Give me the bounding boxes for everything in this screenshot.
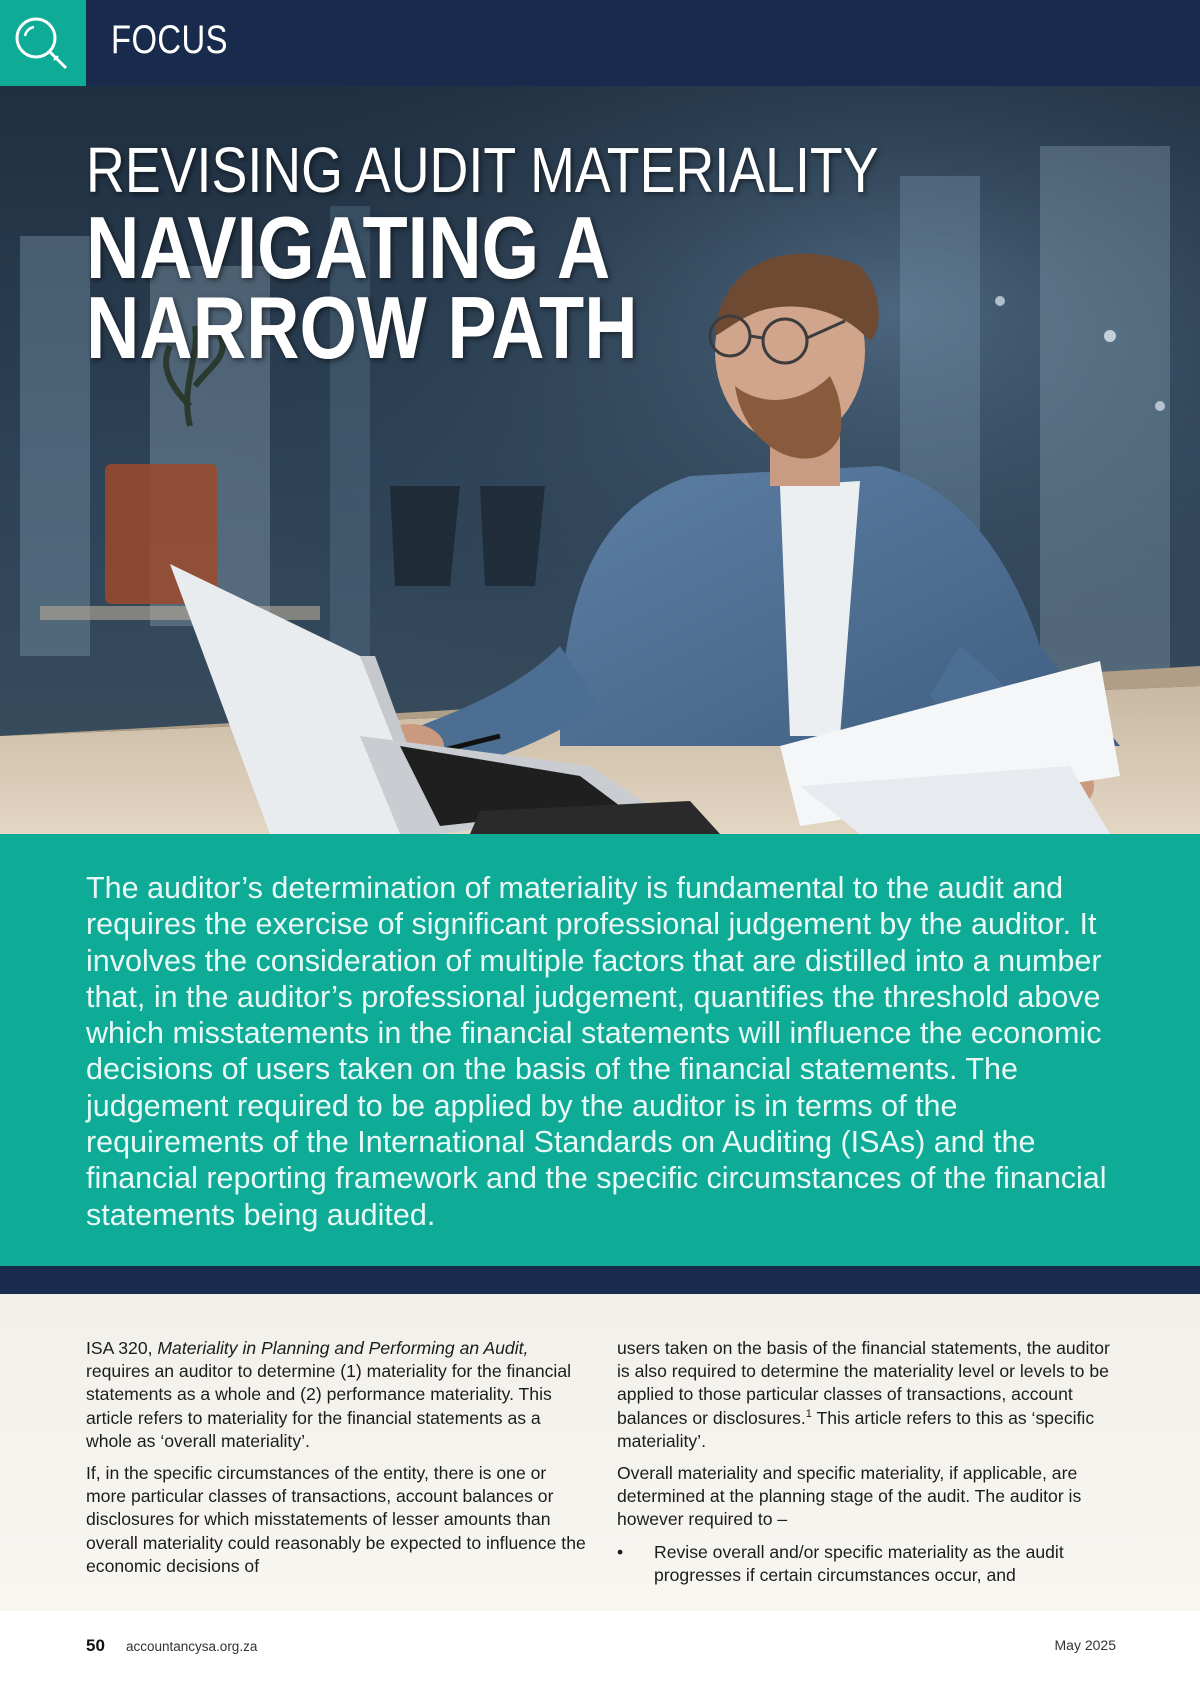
page-footer xyxy=(0,1611,1200,1696)
bullet-text: Revise overall and/or specific materiality as the audit progresses if certain circumstances occur, and xyxy=(654,1541,1064,1585)
website-link[interactable]: accountancysa.org.za xyxy=(126,1639,258,1654)
headline-kicker: REVISING AUDIT MATERIALITY xyxy=(86,134,879,206)
section-label: FOCUS xyxy=(111,18,228,62)
focus-icon-box xyxy=(0,0,86,86)
divider-strip xyxy=(0,1266,1200,1294)
body-text: ISA 320, xyxy=(86,1338,158,1358)
bullet-marker: • xyxy=(617,1541,624,1562)
body-text: requires an auditor to determine (1) materiality for the financial statements as a whole and (2) performance materiality. This article refers to materiality for the financial statements as a whole as ‘overall materiality’. xyxy=(86,1361,572,1451)
body-paragraph: Overall materiality and specific materiality, if applicable, are determined at the planning stage of the audit. The auditor is however required to – xyxy=(617,1463,1082,1530)
article-body xyxy=(0,1294,1200,1611)
body-paragraph xyxy=(86,1337,586,1453)
page-number: 50 xyxy=(86,1636,105,1655)
magnifier-icon xyxy=(12,14,74,72)
hero-photo xyxy=(0,86,1200,834)
section-header-bar xyxy=(0,0,1200,86)
body-column-left xyxy=(86,1337,586,1587)
intro-panel xyxy=(0,834,1200,1266)
headline-title-line-1: NAVIGATING A xyxy=(86,198,611,297)
body-paragraph: If, in the specific circumstances of the entity, there is one or more particular classes of transactions, account balances or disclosures for which misstatements of lesser amounts than overall materiality could reasonably be expected to influence the economic decisions of xyxy=(86,1463,586,1576)
body-column-right xyxy=(617,1337,1117,1587)
footnote-marker: 1 xyxy=(805,1407,812,1420)
body-paragraph xyxy=(617,1337,1117,1453)
article-headline xyxy=(86,134,1030,377)
bullet-item xyxy=(617,1541,1117,1587)
body-text: This article refers to this as ‘specific materiality’. xyxy=(617,1407,1095,1451)
issue-date: May 2025 xyxy=(1054,1637,1116,1653)
body-text: users taken on the basis of the financial statements, the auditor is also required to determine the materiality level or levels to be applied to those particular classes of transactions, account balances or disclosures. xyxy=(617,1338,1110,1428)
standard-title: Materiality in Planning and Performing an Audit, xyxy=(157,1338,529,1358)
intro-paragraph: The auditor’s determination of materiality is fundamental to the audit and requires the exercise of significant professional judgement by the auditor. It involves the consideration of multiple factors that are distilled into a number that, in the auditor’s professional judgement, quantifies the threshold above which misstatements in the financial statements will influence the economic decisions of users taken on the basis of the financial statements. The judgement required to be applied by the auditor is in terms of the requirements of the International Standards on Auditing (ISAs) and the financial reporting framework and the specific circumstances of the financial statements being audited. xyxy=(86,871,1107,1232)
headline-title-line-2: NARROW PATH xyxy=(86,278,638,377)
